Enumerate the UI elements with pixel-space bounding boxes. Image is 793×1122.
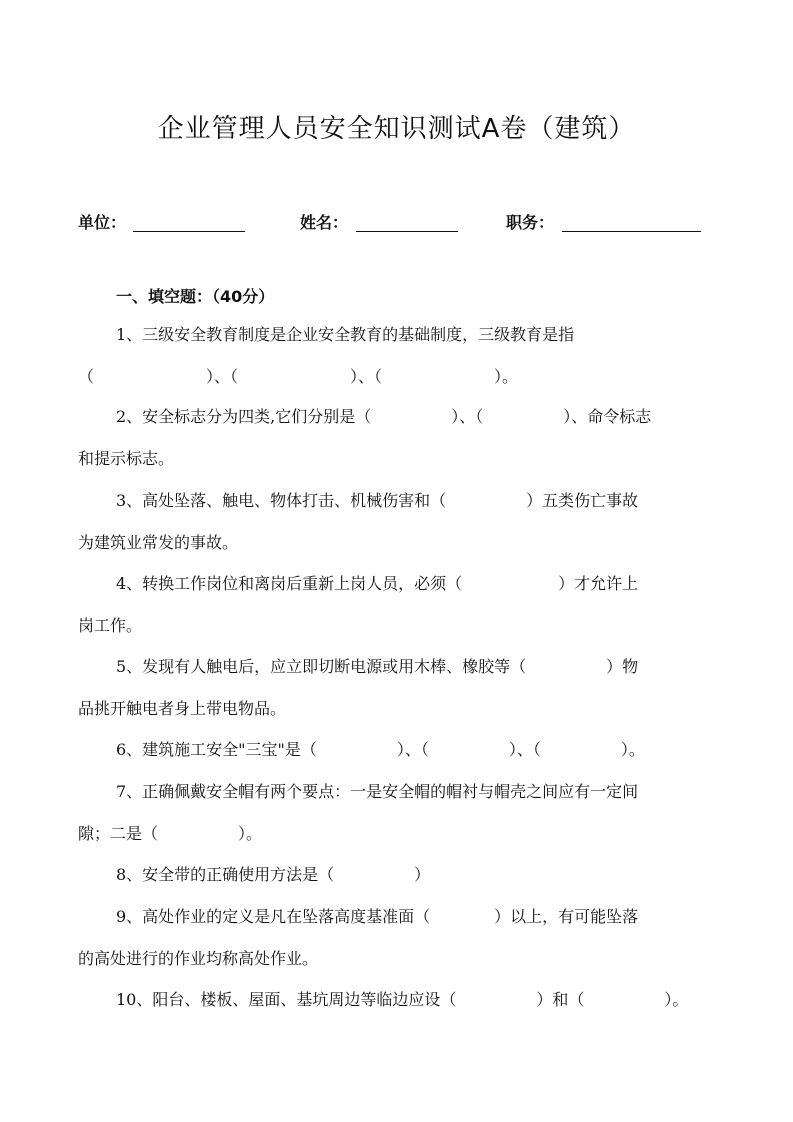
name-blank[interactable] [356, 231, 458, 232]
question-4 [78, 563, 718, 647]
question-line: 8、安全带的正确使用方法是（ ） [116, 865, 431, 884]
question-line: 品挑开触电者身上带电物品。 [78, 699, 287, 718]
question-line: 1、三级安全教育制度是企业安全教育的基础制度，三级教育是指 [116, 325, 575, 344]
question-6 [78, 729, 718, 771]
question-9 [78, 896, 718, 980]
question-line: 6、建筑施工安全"三宝"是（ ）、（ ）、（ ）。 [116, 740, 645, 759]
question-1 [78, 314, 718, 398]
question-line: 的高处进行的作业均称高处作业。 [78, 949, 319, 968]
position-blank[interactable] [562, 231, 701, 232]
unit-label: 单位： [78, 213, 127, 232]
name-label: 姓名： [300, 213, 349, 232]
question-line: 3、高处坠落、触电、物体打击、机械伤害和（ ）五类伤亡事故 [116, 491, 639, 510]
question-line: （ ）、（ ）、（ ）。 [78, 367, 519, 386]
question-line: 5、发现有人触电后，应立即切断电源或用木棒、橡胶等（ ）物 [116, 657, 639, 676]
question-3 [78, 480, 718, 564]
question-line: 4、转换工作岗位和离岗后重新上岗人员，必须（ ）才允许上 [116, 574, 639, 593]
question-line: 岗工作。 [78, 616, 143, 635]
question-10 [78, 979, 718, 1021]
examinee-info-row [78, 210, 718, 236]
unit-blank[interactable] [133, 231, 245, 232]
question-line: 9、高处作业的定义是凡在坠落高度基准面（ ）以上，有可能坠落 [116, 907, 639, 926]
exam-title: 企业管理人员安全知识测试A卷（建筑） [157, 114, 636, 144]
question-line: 和提示标志。 [78, 449, 175, 468]
question-line: 隙；二是（ ）。 [78, 824, 263, 843]
question-line: 10、阳台、楼板、屋面、基坑周边等临边应设（ ）和（ ）。 [116, 990, 689, 1009]
section-title: 一、填空题：（40分） [116, 287, 275, 306]
question-5 [78, 646, 718, 730]
position-label: 职务： [506, 213, 555, 232]
question-line: 2、安全标志分为四类,它们分别是（ ）、（ ）、命令标志 [116, 407, 652, 426]
question-line: 7、正确佩戴安全帽有两个要点：一是安全帽的帽衬与帽壳之间应有一定间 [116, 782, 639, 801]
question-2 [78, 396, 718, 480]
question-8 [78, 854, 718, 896]
question-line: 为建筑业常发的事故。 [78, 533, 239, 552]
question-7 [78, 771, 718, 855]
